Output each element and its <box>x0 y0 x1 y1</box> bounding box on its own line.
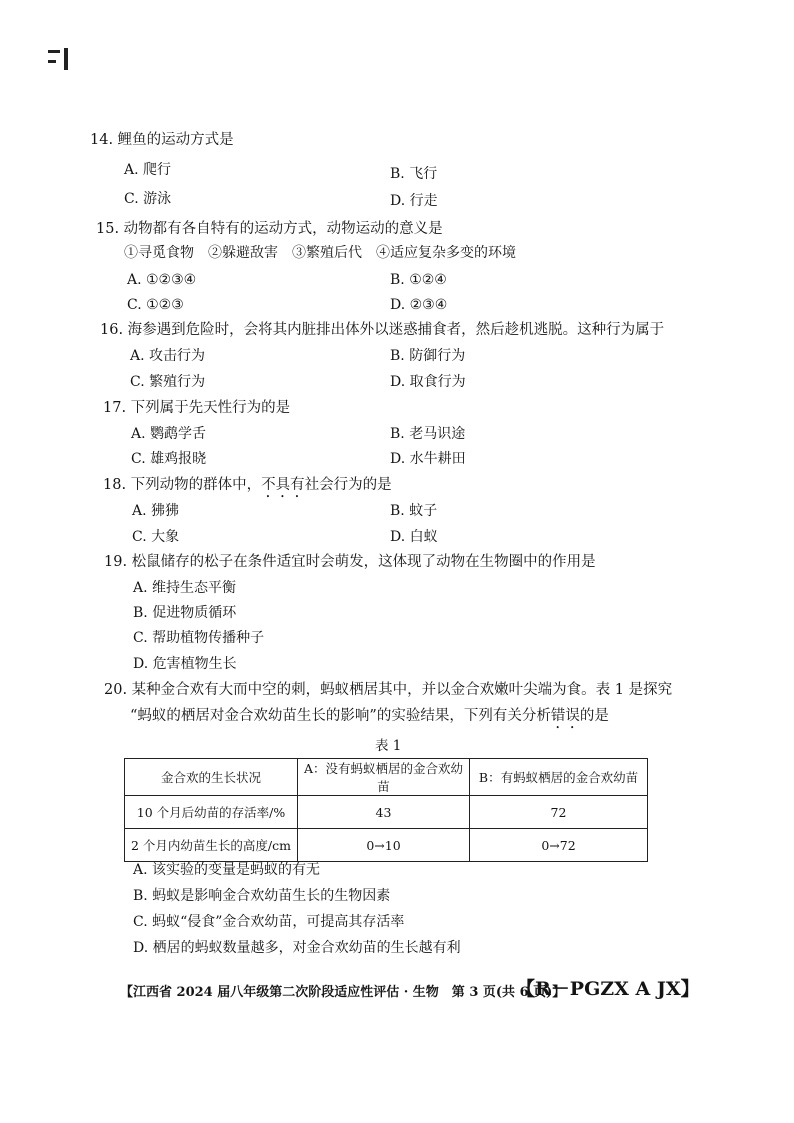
q15-option-a: A. ①②③④ <box>127 272 197 288</box>
table-header-row <box>125 759 648 796</box>
table-cell: 0→10 <box>298 829 470 862</box>
q15-option-c: C. ①②③ <box>127 297 184 313</box>
q17-option-c: C. 雄鸡报晓 <box>131 451 207 467</box>
q18-option-c: C. 大象 <box>132 529 180 545</box>
question-20-stem-line2 <box>130 707 609 732</box>
table-cell: 72 <box>470 796 648 829</box>
q14-option-c: C. 游泳 <box>124 191 172 207</box>
q19-option-c: C. 帮助植物传播种子 <box>133 630 265 646</box>
q16-option-a: A. 攻击行为 <box>130 348 206 364</box>
table-cell: 43 <box>298 796 470 829</box>
q18-option-a: A. 狒狒 <box>132 503 180 519</box>
q20-stem-end: 的是 <box>579 708 609 724</box>
q17-option-a: A. 鹦鹉学舌 <box>131 426 207 442</box>
q20-emphasis-text: 错误 <box>550 708 580 724</box>
table-header-cell: B：有蚂蚁栖居的金合欢幼苗 <box>470 759 648 796</box>
page-footer: 【江西省 2024 届八年级第二次阶段适应性评估 · 生物 第 3 页(共 6 页)】 <box>120 985 566 1000</box>
question-20-stem-line1: 20. 某种金合欢有大而中空的刺，蚂蚁栖居其中，并以金合欢嫩叶尖端为食。表 1 是探究 <box>104 682 673 698</box>
q18-stem-start: 18. 下列动物的群体中， <box>103 477 262 493</box>
q19-option-a: A. 维持生态平衡 <box>133 580 237 596</box>
q20-option-d: D. 栖居的蚂蚁数量越多，对金合欢幼苗的生长越有利 <box>133 940 461 956</box>
q14-option-b: B. 飞行 <box>390 166 438 182</box>
question-16-stem: 16. 海参遇到危险时，会将其内脏排出体外以迷惑捕食者，然后趁机逃脱。这种行为属于 <box>100 322 665 338</box>
q14-option-d: D. 行走 <box>390 193 438 209</box>
experiment-table <box>124 758 648 862</box>
table-row <box>125 829 648 862</box>
question-19-stem: 19. 松鼠储存的松子在条件适宜时会萌发，这体现了动物在生物圈中的作用是 <box>104 554 596 570</box>
table-cell: 10 个月后幼苗的存活率/% <box>125 796 298 829</box>
q18-stem-end: 社会行为的是 <box>304 477 392 493</box>
exam-code: 【R－PGZX A JX】 <box>516 978 700 1000</box>
q18-option-d: D. 白蚁 <box>390 529 438 545</box>
q19-option-d: D. 危害植物生长 <box>133 656 237 672</box>
q16-option-c: C. 繁殖行为 <box>130 374 206 390</box>
table-caption: 表 1 <box>375 738 402 754</box>
q18-emphasis-text: 不具有 <box>261 477 305 493</box>
table-header-cell: 金合欢的生长状况 <box>125 759 298 796</box>
q15-option-d: D. ②③④ <box>390 297 448 313</box>
table-cell: 2 个月内幼苗生长的高度/cm <box>125 829 298 862</box>
question-18-stem <box>103 476 392 501</box>
question-17-stem: 17. 下列属于先天性行为的是 <box>103 400 291 416</box>
q20-stem-start: “蚂蚁的栖居对金合欢幼苗生长的影响”的实验结果，下列有关分析 <box>130 708 551 724</box>
q17-option-d: D. 水牛耕田 <box>390 451 466 467</box>
table-header-cell: A：没有蚂蚁栖居的金合欢幼苗 <box>298 759 470 796</box>
q16-option-b: B. 防御行为 <box>390 348 466 364</box>
q15-option-b: B. ①②④ <box>390 272 447 288</box>
q16-option-d: D. 取食行为 <box>390 374 466 390</box>
q15-choice-list: ①寻觅食物 ②躲避敌害 ③繁殖后代 ④适应复杂多变的环境 <box>124 245 516 261</box>
q17-option-b: B. 老马识途 <box>390 426 466 442</box>
q18-option-b: B. 蚊子 <box>390 503 438 519</box>
corner-registration-mark <box>46 46 72 72</box>
question-15-stem: 15. 动物都有各自特有的运动方式，动物运动的意义是 <box>96 221 443 237</box>
q20-option-c: C. 蚂蚁“侵食”金合欢幼苗，可提高其存活率 <box>133 914 405 930</box>
table-row <box>125 796 648 829</box>
q14-option-a: A. 爬行 <box>124 162 172 178</box>
question-14-stem: 14. 鲤鱼的运动方式是 <box>90 132 234 148</box>
table-cell: 0→72 <box>470 829 648 862</box>
q19-option-b: B. 促进物质循环 <box>133 605 237 621</box>
q20-option-a: A. 该实验的变量是蚂蚁的有无 <box>133 862 321 878</box>
q20-option-b: B. 蚂蚁是影响金合欢幼苗生长的生物因素 <box>133 888 391 904</box>
